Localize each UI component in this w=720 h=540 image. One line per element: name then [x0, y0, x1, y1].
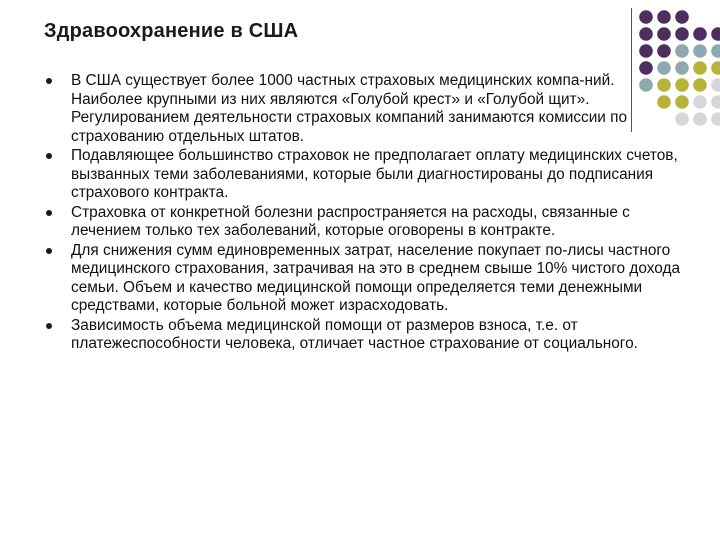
bullet-icon [46, 78, 52, 84]
decorative-dot [711, 44, 720, 58]
bullet-item [44, 147, 684, 203]
bullet-text: Страховка от конкретной болезни распространяется на расходы, связанные с лечением только тех заболеваний, которые оговорены в контракте. [71, 203, 630, 239]
bullet-item [44, 317, 684, 354]
decorative-dot [693, 112, 707, 126]
decorative-dot [675, 27, 689, 41]
bullet-item [44, 72, 684, 146]
decorative-dot [675, 44, 689, 58]
bullet-text: Для снижения сумм единовременных затрат, население покупает по-лисы частного медицинского страхования, затрачивая на это в среднем свыше 10% чистого дохода семьи. Объем и качество медицинской помощи определяется теми денежными средствами, которые больной может израсходовать. [71, 241, 681, 314]
decorative-dot [711, 61, 720, 75]
slide-title: Здравоохранение в США [44, 20, 299, 42]
bullet-text: Подавляющее большинство страховок не предполагает оплату медицинских счетов, вызванных теми заболеваниями, которые были диагностированы до подписания страхового контракта. [71, 147, 678, 201]
decorative-dot [657, 10, 671, 24]
decorative-dot [657, 44, 671, 58]
decorative-dot [639, 27, 653, 41]
decorative-dot [639, 10, 653, 24]
decorative-dot [711, 112, 720, 126]
decorative-dot [711, 95, 720, 109]
decorative-dot [693, 78, 707, 92]
bullet-icon [46, 153, 52, 159]
bullet-icon [46, 323, 52, 329]
decorative-dot [711, 27, 720, 41]
bullet-icon [46, 210, 52, 216]
decorative-dot [693, 61, 707, 75]
bullet-icon [46, 248, 52, 254]
decorative-dot [639, 44, 653, 58]
decorative-dot [657, 27, 671, 41]
decorative-dot [693, 44, 707, 58]
bullet-item [44, 242, 684, 316]
decorative-dot [711, 78, 720, 92]
decorative-dot [675, 10, 689, 24]
bullet-text: Зависимость объема медицинской помощи от размеров взноса, т.е. от платежеспособности человека, отличает частное страхование от социального. [71, 316, 638, 352]
decorative-dot [693, 27, 707, 41]
bullet-item [44, 204, 684, 241]
bullet-text: В США существует более 1000 частных страховых медицинских компа-ний. Наиболее крупными из них являются «Голубой крест» и «Голубой щит». Регулированием деятельности страховых компаний занимаются комиссии по страхованию отдельных штатов. [71, 72, 628, 145]
decorative-dot [693, 95, 707, 109]
bullet-list [44, 72, 684, 355]
